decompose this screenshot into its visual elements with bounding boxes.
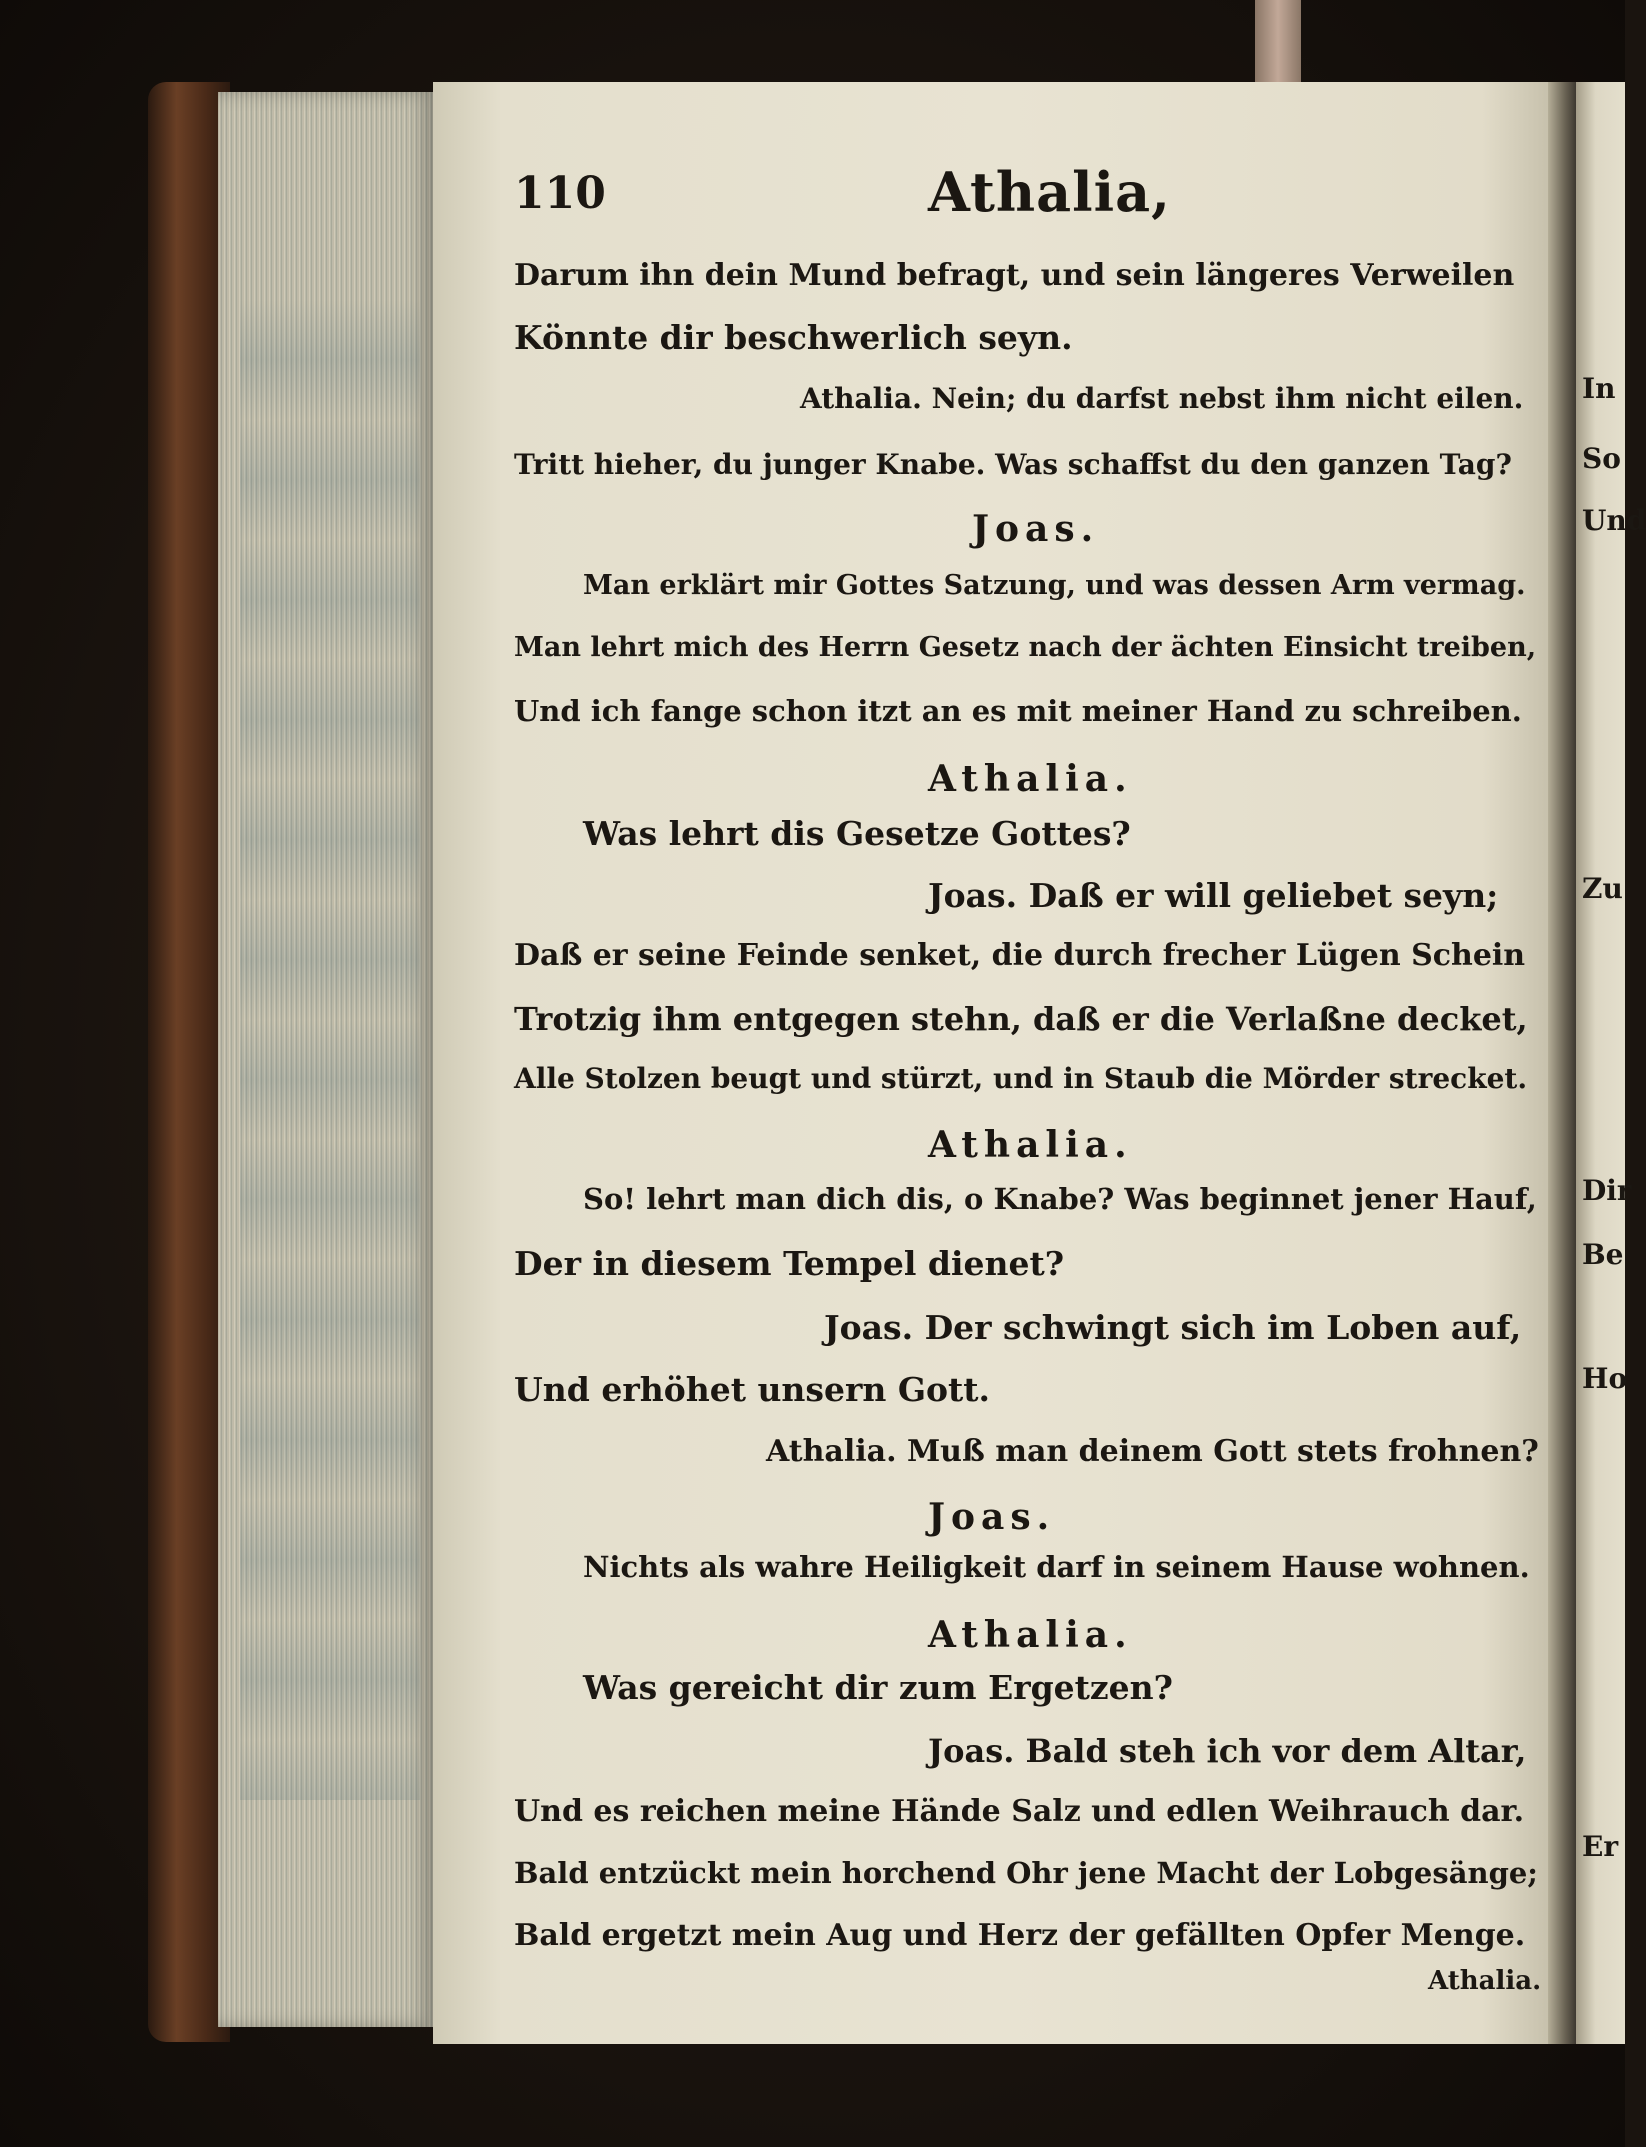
text-line: Joas. Der schwingt sich im Loben auf, bbox=[824, 1308, 1522, 1347]
text-line: Trotzig ihm entgegen stehn, daß er die Verlaßne decket, bbox=[514, 1000, 1528, 1038]
text-line: Man erklärt mir Gottes Satzung, und was dessen Arm vermag. bbox=[583, 570, 1526, 601]
speaker-label: Joas. bbox=[928, 1496, 1056, 1538]
bookmark-ribbon bbox=[1255, 0, 1301, 92]
text-line: Bald entzückt mein horchend Ohr jene Macht der Lobgesänge; bbox=[514, 1856, 1539, 1890]
running-title: Athalia, bbox=[928, 160, 1171, 224]
facing-page-fragment: Ho bbox=[1582, 1362, 1628, 1395]
text-line: Joas. Daß er will geliebet seyn; bbox=[928, 876, 1499, 915]
text-line: Nichts als wahre Heiligkeit darf in seinem Hause wohnen. bbox=[583, 1550, 1530, 1584]
text-line: Daß er seine Feinde senket, die durch frecher Lügen Schein bbox=[514, 938, 1526, 973]
book-gutter bbox=[1548, 82, 1576, 2044]
text-line: Athalia. Muß man deinem Gott stets frohnen? bbox=[766, 1434, 1539, 1469]
speaker-label: Athalia. bbox=[928, 1124, 1133, 1166]
text-line: Was lehrt dis Gesetze Gottes? bbox=[583, 814, 1131, 853]
text-line: Tritt hieher, du junger Knabe. Was schaffst du den ganzen Tag? bbox=[514, 448, 1512, 481]
text-line: Der in diesem Tempel dienet? bbox=[514, 1244, 1065, 1283]
text-line: Und es reichen meine Hände Salz und edlen Weihrauch dar. bbox=[514, 1794, 1525, 1829]
page-number: 110 bbox=[514, 168, 606, 219]
text-line: Könnte dir beschwerlich seyn. bbox=[514, 318, 1073, 357]
text-line: Athalia. Nein; du darfst nebst ihm nicht eilen. bbox=[800, 382, 1524, 415]
text-line: Man lehrt mich des Herrn Gesetz nach der ächten Einsicht treiben, bbox=[514, 632, 1537, 663]
text-line: Und erhöhet unsern Gott. bbox=[514, 1370, 991, 1409]
speaker-label: Athalia. bbox=[928, 1614, 1133, 1656]
text-line: Alle Stolzen beugt und stürzt, und in Staub die Mörder strecket. bbox=[514, 1062, 1528, 1095]
text-line: Joas. Bald steh ich vor dem Altar, bbox=[928, 1732, 1527, 1770]
facing-page-fragment: Er bbox=[1582, 1830, 1619, 1863]
facing-page-fragment: Dir bbox=[1582, 1174, 1632, 1207]
facing-page-fragment: So bbox=[1582, 442, 1621, 475]
facing-page-fragment: Zu bbox=[1582, 872, 1623, 905]
facing-page-fragment: Und bbox=[1582, 504, 1646, 537]
text-line: Bald ergetzt mein Aug und Herz der gefällten Opfer Menge. bbox=[514, 1918, 1526, 1953]
text-line: So! lehrt man dich dis, o Knabe? Was beginnet jener Hauf, bbox=[583, 1182, 1537, 1216]
edge-stain bbox=[240, 300, 420, 1800]
catchword: Athalia. bbox=[1428, 1966, 1542, 1996]
speaker-label: Joas. bbox=[972, 508, 1100, 550]
text-line: Was gereicht dir zum Ergetzen? bbox=[583, 1668, 1173, 1707]
text-line: Darum ihn dein Mund befragt, und sein längeres Verweilen bbox=[514, 258, 1515, 293]
facing-page-fragment: Be bbox=[1582, 1238, 1624, 1271]
speaker-label: Athalia. bbox=[928, 758, 1133, 800]
facing-page-fragment: In bbox=[1582, 372, 1616, 405]
text-line: Und ich fange schon itzt an es mit meiner Hand zu schreiben. bbox=[514, 694, 1522, 728]
